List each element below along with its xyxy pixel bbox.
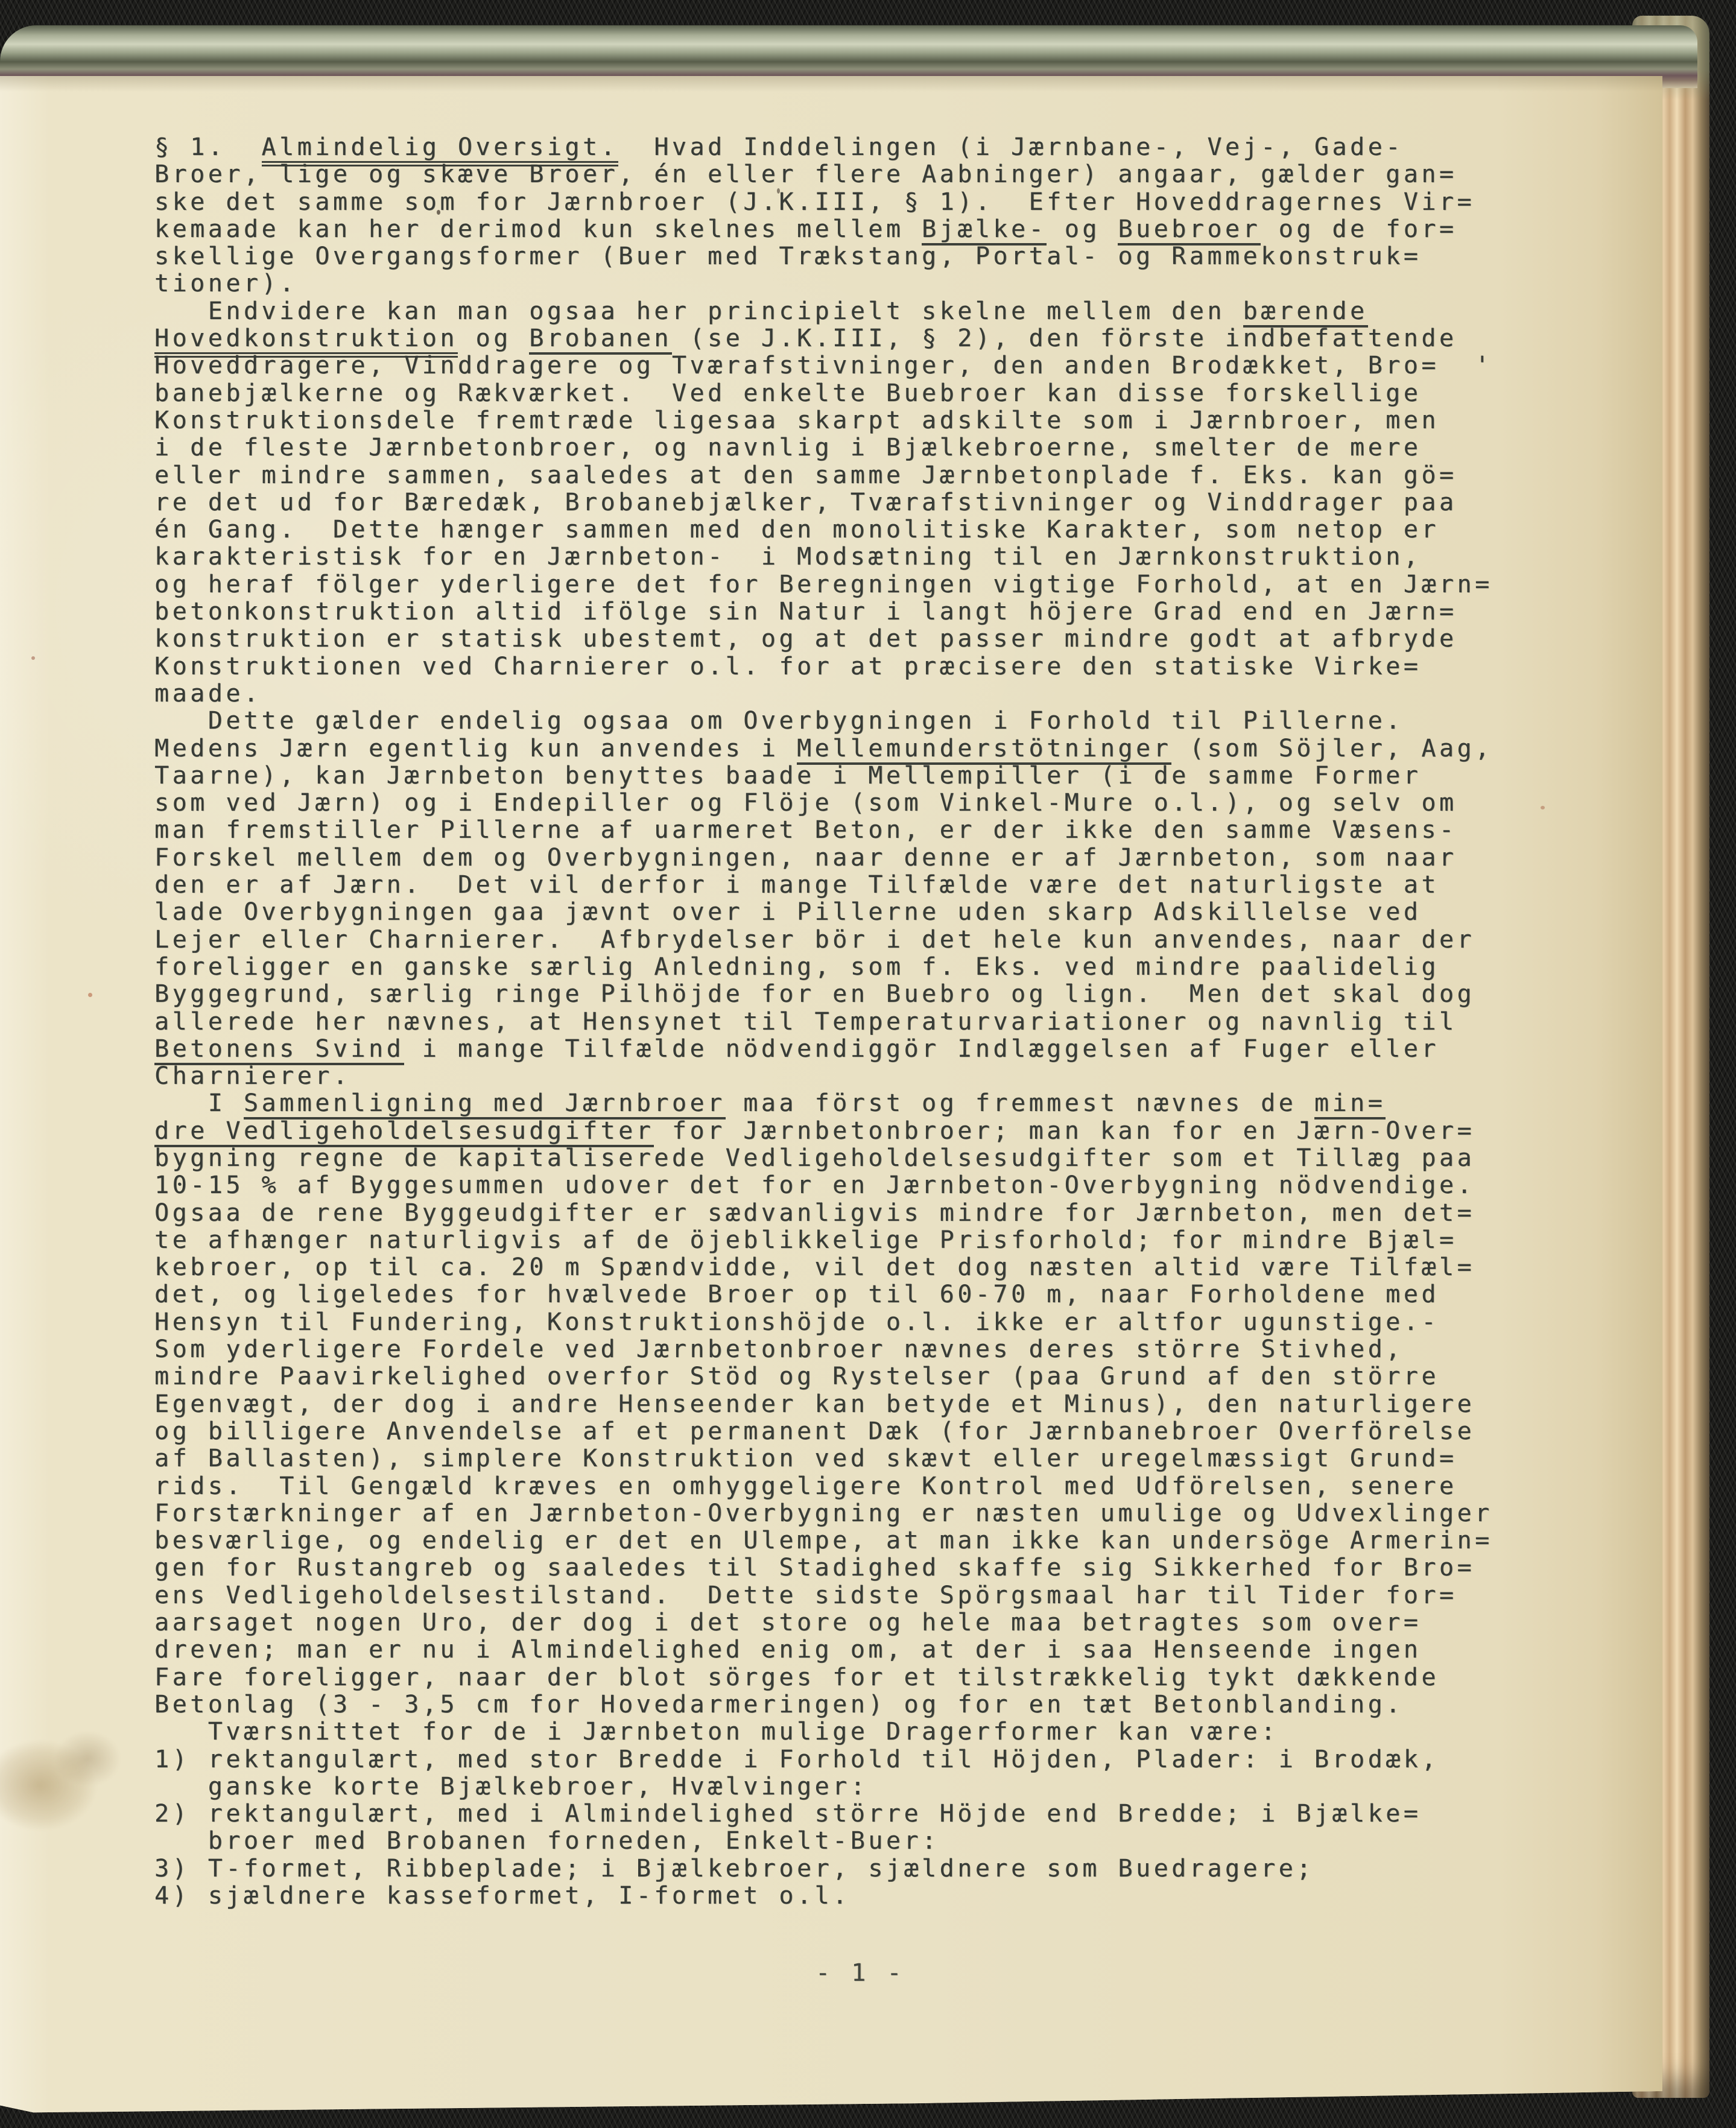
text-run: og billigere Anvendelse af et permanent Dæk (for Jærnbanebroer Overförelse: [154, 1417, 1475, 1445]
typewritten-line: [154, 1445, 1493, 1472]
text-run: og de for=: [1261, 215, 1457, 243]
text-run: te afhænger naturligvis af de öjeblikkelige Prisforhold; for mindre Bjæl=: [154, 1226, 1457, 1254]
text-run: som ved Jærn) og i Endepiller og Flöje (som Vinkel-Mure o.l.), og selv om: [154, 789, 1457, 817]
text-run: rids. Til Gengæld kræves en omhyggeligere Kontrol med Udförelsen, senere: [154, 1472, 1457, 1500]
text-run: Hoveddragere, Vinddragere og Tværafstivninger, den anden Brodækket, Bro= ': [154, 352, 1493, 380]
typewritten-line: [154, 407, 1493, 434]
text-run: Konstruktionsdele fremtræde ligesaa skarpt adskilte som i Jærnbroer, men: [154, 406, 1439, 434]
typewritten-line: [154, 1363, 1493, 1390]
typewritten-line: [154, 1855, 1493, 1883]
underlined-term: dre Vedligeholdelsesudgifter: [154, 1117, 654, 1147]
typewritten-line: [154, 1391, 1493, 1418]
text-run: re det ud for Bæredæk, Brobanebjælker, Tværafstivninger og Vinddrager paa: [154, 488, 1457, 516]
text-run: bygning regne de kapitaliserede Vedligeholdelsesudgifter som et Tillæg paa: [154, 1144, 1475, 1172]
underlined-term: Brobanen: [529, 325, 672, 355]
text-run: 3) T-formet, Ribbeplade; i Bjælkebroer, sjældnere som Buedragere;: [154, 1854, 1314, 1883]
typewritten-line: [154, 1746, 1493, 1773]
text-run: Dette gælder endelig ogsaa om Overbygningen i Forhold til Pillerne.: [154, 707, 1404, 735]
text-run: gen for Rustangreb og saaledes til Stadighed skaffe sig Sikkerhed for Bro=: [154, 1554, 1475, 1582]
text-run: af Ballasten), simplere Konstruktion ved skævt eller uregelmæssigt Grund=: [154, 1445, 1457, 1473]
text-run: Konstruktionen ved Charnierer o.l. for at præcisere den statiske Virke=: [154, 652, 1422, 680]
typewritten-line: [154, 462, 1493, 489]
text-run: dreven; man er nu i Almindelighed enig om, at der i saa Henseende ingen: [154, 1636, 1422, 1664]
paper-speck: [88, 993, 92, 997]
typewritten-line: [154, 325, 1493, 352]
underlined-term: Hovedkonstruktion: [154, 325, 458, 358]
text-run: § 1.: [154, 133, 262, 161]
typewritten-line: [154, 1773, 1493, 1800]
typewritten-line: [154, 1118, 1493, 1145]
typewritten-line: [154, 1800, 1493, 1828]
text-run: (som Söjler, Aag,: [1171, 734, 1493, 762]
typewritten-line: [154, 899, 1493, 926]
typewritten-line: [154, 954, 1493, 981]
typewritten-line: [154, 134, 1493, 161]
typewritten-line: [154, 708, 1493, 735]
text-run: kebroer, op til ca. 20 m Spændvidde, vil det dog næsten altid være Tilfæl=: [154, 1253, 1475, 1282]
text-run: Taarne), kan Jærnbeton benyttes baade i Mellempiller (i de samme Former: [154, 761, 1422, 790]
text-run: Broer, lige og skæve Broer, én eller flere Aabninger) angaar, gælder gan=: [154, 160, 1457, 189]
page-number: - 1 -: [816, 1959, 905, 1987]
text-run: 10-15 % af Byggesummen udover det for en Jærnbeton-Overbygning nödvendige.: [154, 1171, 1475, 1200]
text-run: man fremstiller Pillerne af uarmeret Beton, er der ikke den samme Væsens-: [154, 816, 1457, 844]
underlined-term: Sammenligning med Jærnbroer: [244, 1089, 726, 1119]
text-run: Medens Jærn egentlig kun anvendes i: [154, 734, 797, 762]
text-run: den er af Jærn. Det vil derfor i mange Tilfælde være det naturligste at: [154, 871, 1439, 899]
text-run: maade.: [154, 679, 262, 708]
text-run: 4) sjældnere kasseformet, I-formet o.l.: [154, 1882, 851, 1910]
typewritten-line: [154, 1473, 1493, 1500]
text-run: Fare foreligger, naar der blot sörges for et tilstrækkelig tykt dækkende: [154, 1663, 1439, 1691]
typewritten-line: [154, 1883, 1493, 1910]
text-run: (se J.K.III, § 2), den förste indbefattende: [671, 325, 1457, 353]
typewritten-line: [154, 1063, 1493, 1090]
typewritten-line: [154, 872, 1493, 899]
typewritten-line: [154, 762, 1493, 790]
typewritten-line: [154, 1036, 1493, 1063]
text-run: Betonlag (3 - 3,5 cm for Hovedarmeringen) og for en tæt Betonblanding.: [154, 1690, 1404, 1718]
typewritten-line: [154, 1281, 1493, 1308]
typewritten-line: [154, 1718, 1493, 1746]
typewritten-line: [154, 598, 1493, 625]
text-run: betonkonstruktion altid ifölge sin Natur i langt höjere Grad end en Jærn=: [154, 598, 1457, 626]
text-run: karakteristisk for en Jærnbeton- i Modsætning til en Jærnkonstruktion,: [154, 543, 1422, 571]
text-run: maa först og fremmest nævnes de: [725, 1089, 1314, 1118]
typewritten-line: [154, 1200, 1493, 1227]
typewritten-line: [154, 298, 1493, 325]
text-run: Forskel mellem dem og Overbygningen, naar denne er af Jærnbeton, som naar: [154, 843, 1457, 872]
text-run: aarsaget nogen Uro, der dog i det store og hele maa betragtes som over=: [154, 1609, 1422, 1637]
text-run: 2) rektangulært, med i Almindelighed större Höjde end Bredde; i Bjælke=: [154, 1800, 1422, 1828]
typewritten-line: [154, 926, 1493, 954]
typewritten-line: [154, 1554, 1493, 1582]
typewritten-line: [154, 352, 1493, 379]
typewritten-line: [154, 1227, 1493, 1254]
text-run: Som yderligere Fordele ved Jærnbetonbroer nævnes deres större Stivhed,: [154, 1335, 1404, 1364]
typewritten-line: [154, 1828, 1493, 1855]
typewritten-line: [154, 1172, 1493, 1199]
text-run: Charnierer.: [154, 1062, 351, 1091]
typewritten-line: [154, 516, 1493, 543]
text-run: og heraf fölger yderligere det for Beregningen vigtige Forhold, at en Jærn=: [154, 570, 1493, 598]
text-run: lade Overbygningen gaa jævnt over i Pillerne uden skarp Adskillelse ved: [154, 898, 1422, 926]
typewritten-line: [154, 380, 1493, 407]
text-run: én Gang. Dette hænger sammen med den monolitiske Karakter, som netop er: [154, 516, 1439, 544]
typewritten-line: [154, 489, 1493, 516]
typewritten-line: [154, 817, 1493, 844]
typewritten-line: [154, 1145, 1493, 1172]
text-run: besværlige, og endelig er det en Ulempe, at man ikke kan undersöge Armerin=: [154, 1527, 1493, 1555]
typewritten-line: [154, 1582, 1493, 1609]
text-run: mindre Paavirkelighed overfor Stöd og Rystelser (paa Grund af den större: [154, 1363, 1439, 1391]
text-run: Forstærkninger af en Jærnbeton-Overbygning er næsten umulige og Udvexlinger: [154, 1499, 1493, 1527]
typewritten-line: [154, 1254, 1493, 1281]
text-run: Egenvægt, der dog i andre Henseender kan betyde et Minus), den naturligere: [154, 1390, 1475, 1418]
typewritten-line: [154, 1527, 1493, 1554]
text-run: i mange Tilfælde nödvendiggör Indlæggelsen af Fuger eller: [404, 1034, 1439, 1063]
typewritten-line: [154, 844, 1493, 872]
text-run: Endvidere kan man ogsaa her principielt skelne mellem den: [154, 297, 1243, 325]
text-run: allerede her nævnes, at Hensynet til Temperaturvariationer og navnlig til: [154, 1007, 1457, 1036]
paper-speck: [1541, 806, 1545, 809]
text-run: i de fleste Jærnbetonbroer, og navnlig i Bjælkebroerne, smelter de mere: [154, 434, 1422, 462]
text-run: 1) rektangulært, med stor Bredde i Forhold til Höjden, Plader: i Brodæk,: [154, 1745, 1439, 1773]
text-run: Hensyn til Fundering, Konstruktionshöjde o.l. ikke er altfor ugunstige.-: [154, 1308, 1439, 1336]
underlined-term: Buebroer: [1118, 215, 1261, 245]
text-run: eller mindre sammen, saaledes at den samme Jærnbetonplade f. Eks. kan gö=: [154, 461, 1457, 489]
typewritten-line: [154, 189, 1493, 216]
typewritten-line: [154, 543, 1493, 571]
typewritten-line: [154, 434, 1493, 461]
text-run: ske det samme som for Jærnbroer (J.K.III, § 1). Efter Hoveddragernes Vir=: [154, 188, 1475, 216]
text-run: for Jærnbetonbroer; man kan for en Jærn-Over=: [654, 1116, 1475, 1145]
text-run: Byggegrund, særlig ringe Pilhöjde for en Buebro og lign. Men det skal dog: [154, 980, 1475, 1009]
text-run: Hvad Inddelingen (i Jærnbane-, Vej-, Gade-: [618, 133, 1404, 161]
typewritten-line: [154, 625, 1493, 653]
typewritten-line: [154, 1691, 1493, 1718]
underlined-term: Mellemunderstötninger: [797, 735, 1171, 765]
text-run: og: [457, 325, 530, 353]
text-run: I: [154, 1089, 244, 1118]
typewritten-line: [154, 571, 1493, 598]
text-run: ganske korte Bjælkebroer, Hvælvinger:: [154, 1772, 869, 1800]
paper-speck: [31, 656, 35, 660]
text-run: Tværsnittet for de i Jærnbeton mulige Dragerformer kan være:: [154, 1718, 1279, 1746]
text-run: banebjælkerne og Rækværket. Ved enkelte Buebroer kan disse forskellige: [154, 379, 1422, 407]
text-run: kemaade kan her derimod kun skelnes mellem: [154, 215, 922, 243]
underlined-term: bærende: [1243, 297, 1368, 328]
typewritten-line: [154, 1636, 1493, 1664]
typewritten-line: [154, 680, 1493, 708]
text-run: Lejer eller Charnierer. Afbrydelser bör i det hele kun anvendes, naar der: [154, 925, 1475, 954]
text-run: det, og ligeledes for hvælvede Broer op til 60-70 m, naar Forholdene med: [154, 1281, 1439, 1309]
typewritten-line: [154, 1609, 1493, 1636]
typewritten-line: [154, 1090, 1493, 1117]
text-run: konstruktion er statisk ubestemt, og at det passer mindre godt at afbryde: [154, 625, 1457, 653]
typewritten-line: [154, 1418, 1493, 1445]
typewritten-line: [154, 735, 1493, 762]
text-run: Ogsaa de rene Byggeudgifter er sædvanligvis mindre for Jærnbeton, men det=: [154, 1199, 1475, 1227]
typewritten-line: [154, 790, 1493, 817]
typewritten-line: [154, 1009, 1493, 1036]
underlined-term: Betonens Svind: [154, 1035, 404, 1065]
typewritten-line: [154, 270, 1493, 297]
typewritten-line: [154, 1309, 1493, 1336]
typewritten-line: [154, 653, 1493, 680]
text-run: foreligger en ganske særlig Anledning, som f. Eks. ved mindre paalidelig: [154, 952, 1439, 981]
text-run: skellige Overgangsformer (Buer med Trækstang, Portal- og Rammekonstruk=: [154, 242, 1422, 271]
text-run: og: [1047, 215, 1118, 243]
text-run: tioner).: [154, 270, 297, 298]
typed-text: [154, 134, 1493, 1910]
typewritten-line: [154, 1664, 1493, 1691]
typewritten-line: [154, 161, 1493, 188]
text-run: ens Vedligeholdelsestilstand. Dette sidste Spörgsmaal har til Tider for=: [154, 1581, 1457, 1609]
underlined-term: Bjælke-: [922, 215, 1047, 245]
typewritten-line: [154, 243, 1493, 270]
typewritten-line: [154, 1500, 1493, 1527]
underlined-term: Almindelig Oversigt.: [262, 133, 619, 166]
typewritten-line: [154, 981, 1493, 1008]
typewritten-line: [154, 216, 1493, 243]
text-run: broer med Brobanen forneden, Enkelt-Buer:: [154, 1827, 940, 1855]
underlined-term: min=: [1314, 1089, 1386, 1119]
paper-stain: [0, 1723, 145, 1843]
typewritten-line: [154, 1336, 1493, 1363]
